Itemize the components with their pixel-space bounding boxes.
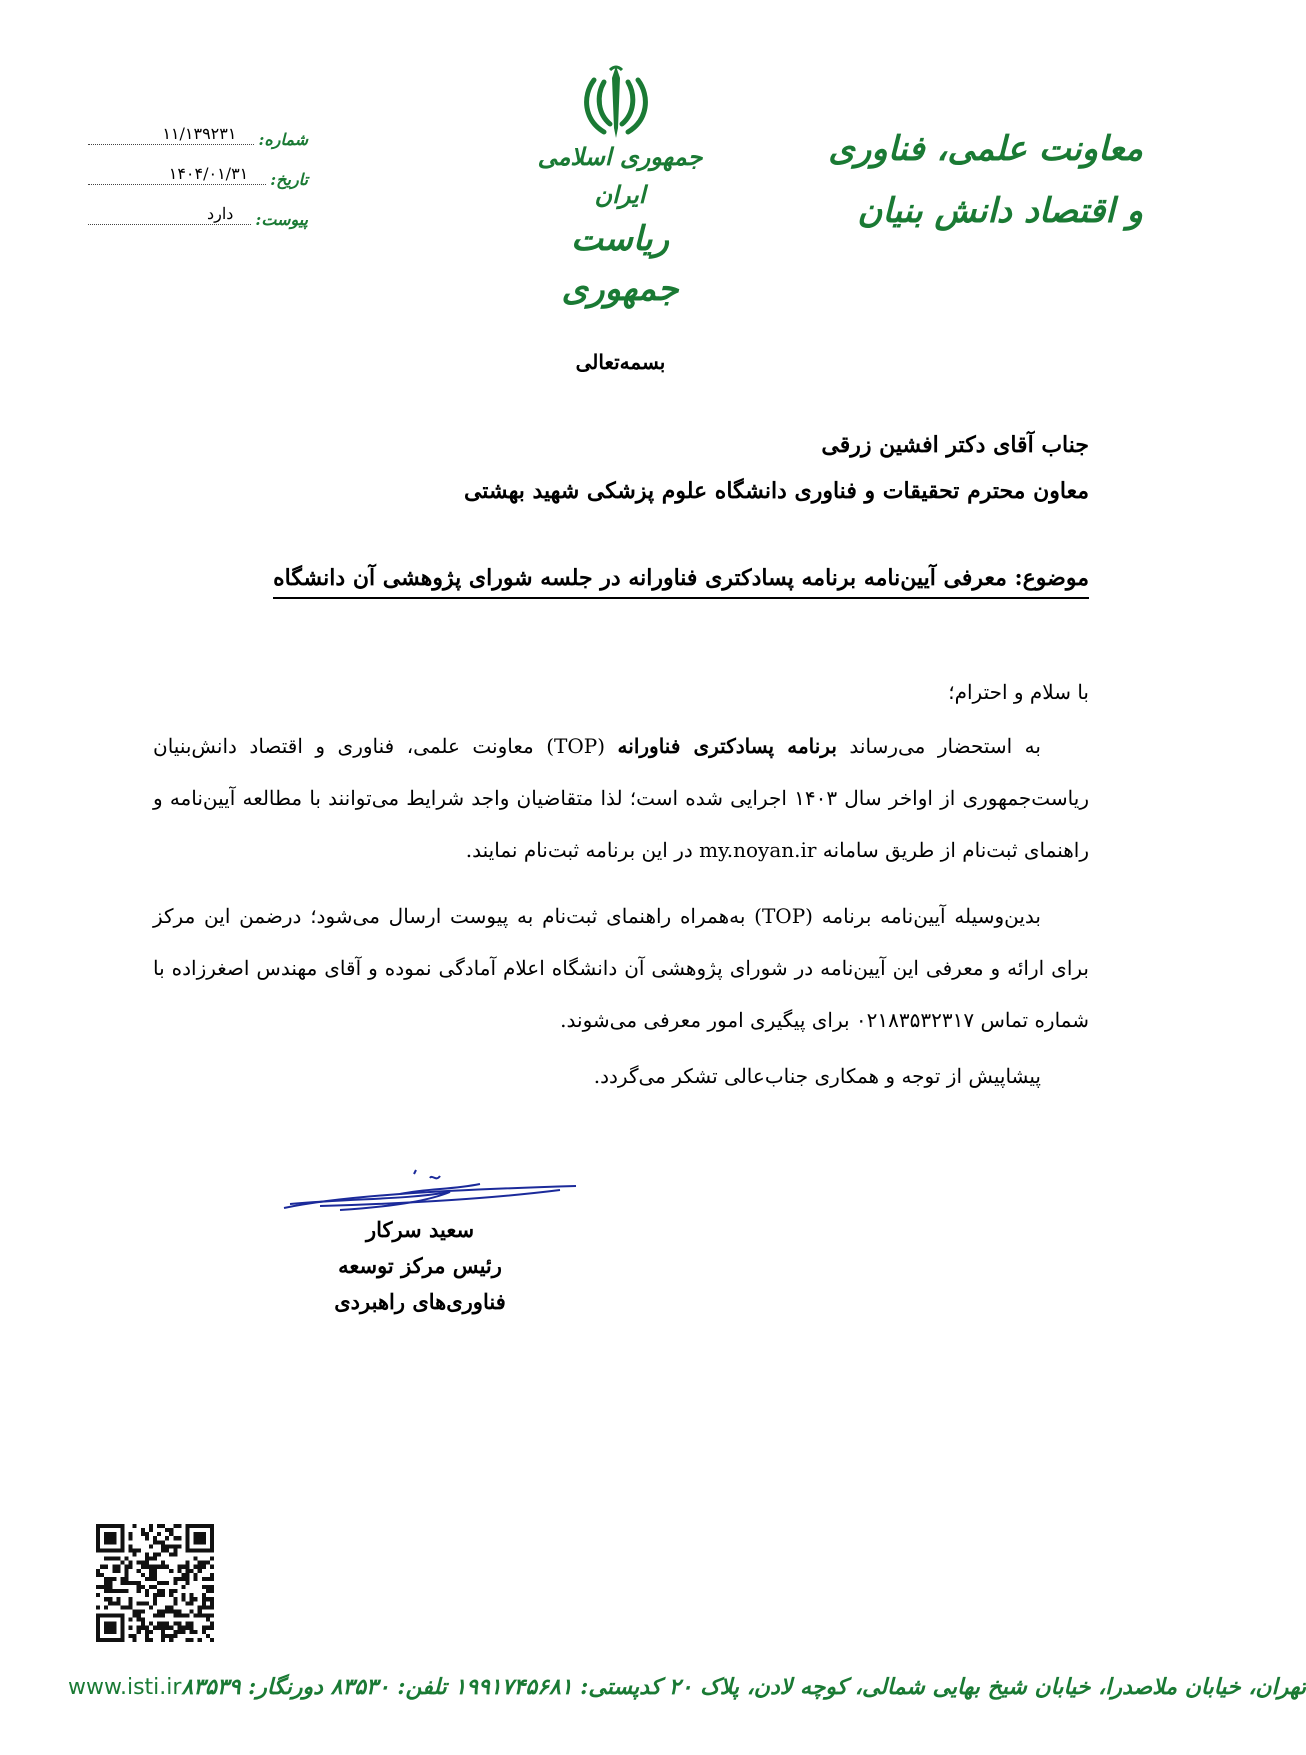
org-line-1: معاونت علمی، فناوری [828, 129, 1143, 169]
handwritten-signature-icon [280, 1160, 580, 1220]
addressee-name: جناب آقای دکتر افشین زرقی [821, 432, 1089, 458]
iran-emblem-icon [580, 62, 652, 142]
signer-title-2: فناوری‌های راهبردی [334, 1289, 506, 1314]
letter-attachment-label: پیوست: [255, 210, 308, 229]
signer-block [320, 1212, 520, 1320]
website-link[interactable]: www.isti.ir [68, 1674, 182, 1700]
letter-subject: موضوع: معرفی آیین‌نامه برنامه پسادکتری فناورانه در جلسه شورای پژوهشی آن دانشگاه [273, 565, 1089, 599]
greeting: با سلام و احترام؛ [948, 680, 1089, 704]
letter-number-value: ۱۱/۱۳۹۲۳۱ [162, 124, 237, 143]
government-title [520, 138, 720, 314]
gov-line-1: جمهوری اسلامی ایران [537, 142, 703, 209]
org-line-2: و اقتصاد دانش بنیان [857, 191, 1143, 231]
signer-name: سعید سرکار [365, 1217, 475, 1242]
letter-metadata [88, 124, 308, 250]
letter-number-label: شماره: [258, 130, 308, 149]
paragraph-1 [153, 720, 1089, 876]
footer [68, 1662, 1306, 1712]
addressee [289, 422, 1089, 514]
gov-line-2: ریاست جمهوری [561, 219, 679, 309]
qr-code-icon [96, 1524, 214, 1642]
signer-title-1: رئیس مرکز توسعه [338, 1253, 502, 1278]
paragraph-1-intro: به استحضار می‌رساند [849, 734, 1041, 758]
footer-address: تهران، خیابان ملاصدرا، خیابان شیخ بهایی شمالی، کوچه لادن، پلاک ۲۰ کدپستی: ۱۹۹۱۷۴۵۶۸۱ تلفن: ۸۳۵۳۰ دورنگار: ۸۳۵۳۹ [181, 1674, 1306, 1700]
paragraph-2: بدین‌وسیله آیین‌نامه برنامه (TOP) به‌همراه راهنمای ثبت‌نام به پیوست ارسال می‌شود؛ درضمن این مرکز برای ارائه و معرفی این آیین‌نامه در شورای پژوهشی آن دانشگاه اعلام آمادگی نموده و آقای مهندس اصغرزاده با شماره تماس ۰۲۱۸۳۵۳۲۳۱۷ برای پیگیری امور معرفی می‌شوند. [153, 904, 1089, 1032]
organization-name [813, 118, 1143, 242]
paragraph-1-rest: (TOP) معاونت علمی، فناوری و اقتصاد دانش‌بنیان ریاست‌جمهوری از اواخر سال ۱۴۰۳ اجرایی شده است؛ لذا متقاضیان واجد شرایط می‌توانند با مطالعه آیین‌نامه و راهنمای ثبت‌نام از طریق سامانه my.noyan.ir در این برنامه ثبت‌نام نمایند. [153, 734, 1089, 862]
letter-date-value: ۱۴۰۴/۰۱/۳۱ [168, 164, 249, 183]
invocation: بسمه‌تعالی [575, 350, 666, 374]
letter-date-label: تاریخ: [270, 170, 308, 189]
letter-attachment-value: دارد [207, 204, 234, 223]
program-name: برنامه پسادکتری فناورانه [617, 734, 837, 758]
addressee-position: معاون محترم تحقیقات و فناوری دانشگاه علوم پزشکی شهید بهشتی [463, 478, 1089, 504]
letter-attachment-row [88, 204, 308, 250]
letter-date-row [88, 164, 308, 210]
paragraph-3: پیشاپیش از توجه و همکاری جناب‌عالی تشکر می‌گردد. [593, 1064, 1041, 1088]
